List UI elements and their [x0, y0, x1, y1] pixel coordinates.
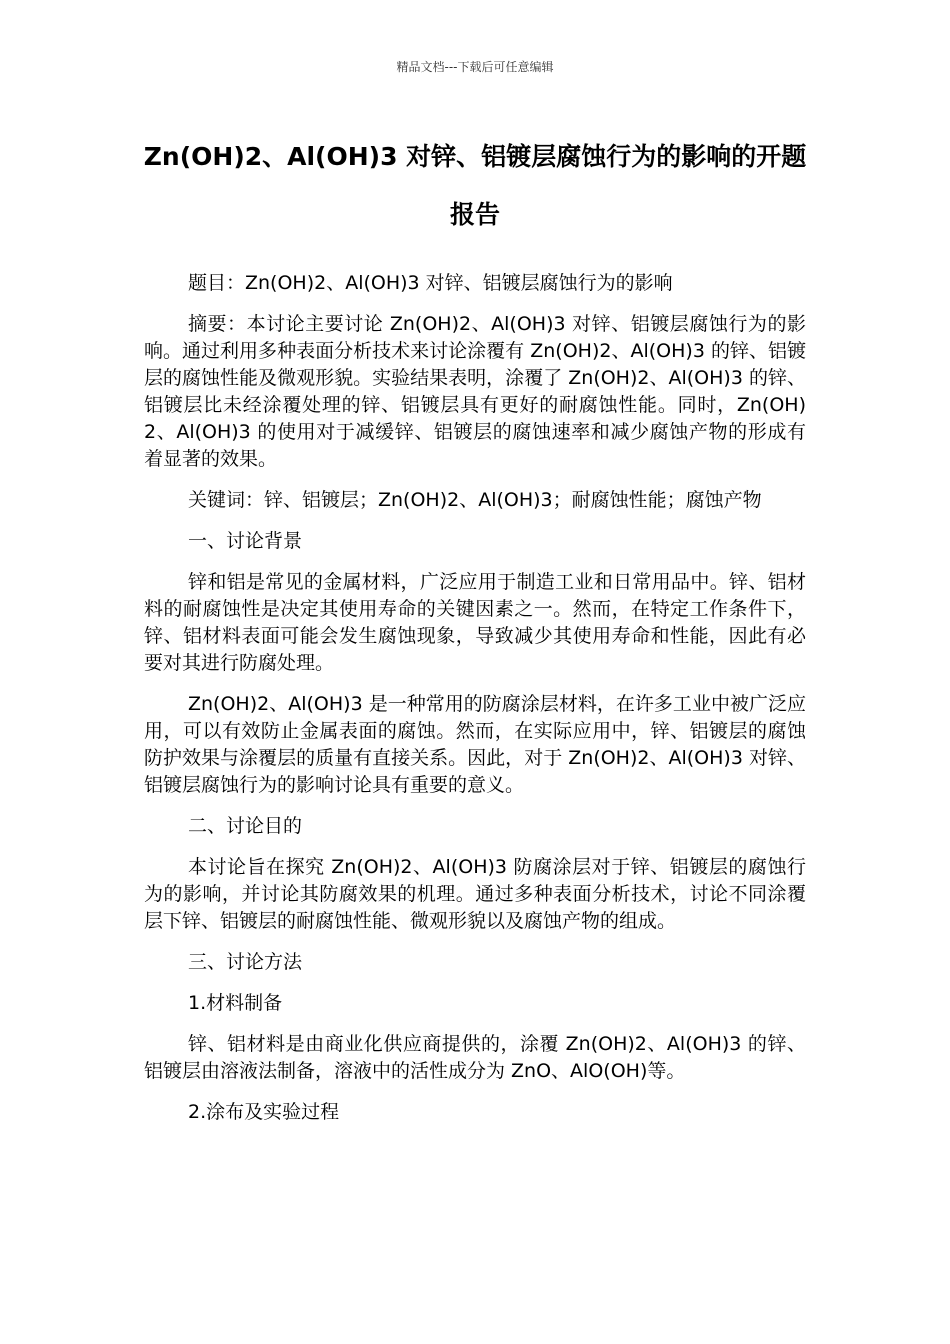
abstract-paragraph: 摘要：本讨论主要讨论 Zn(OH)2、Al(OH)3 对锌、铝镀层腐蚀行为的影响。通过利用多种表面分析技术来讨论涂覆有 Zn(OH)2、Al(OH)3 的锌、铝镀层的腐蚀性能及微观形貌。实验结果表明，涂覆了 Zn(OH)2、Al(OH)3 的锌、铝镀层比未经涂覆处理的锌、铝镀层具有更好的耐腐蚀性能。同时，Zn(OH)2、Al(OH)3 的使用对于减缓锌、铝镀层的腐蚀速率和减少腐蚀产物的形成有着显著的效果。 [144, 313, 806, 470]
topic-line: 题目：Zn(OH)2、Al(OH)3 对锌、铝镀层腐蚀行为的影响 [188, 272, 673, 294]
material-prep-paragraph: 锌、铝材料是由商业化供应商提供的，涂覆 Zn(OH)2、Al(OH)3 的锌、铝镀层由溶液法制备，溶液中的活性成分为 ZnO、AlO(OH)等。 [144, 1033, 806, 1082]
page-header: 精品文档---下载后可任意编辑 [396, 60, 554, 74]
section-heading-purpose: 二、讨论目的 [188, 815, 303, 837]
section-heading-method: 三、讨论方法 [188, 951, 303, 973]
background-paragraph-1: 锌和铝是常见的金属材料，广泛应用于制造工业和日常用品中。锌、铝材料的耐腐蚀性是决定其使用寿命的关键因素之一。然而，在特定工作条件下，锌、铝材料表面可能会发生腐蚀现象，导致减少其使用寿命和性能，因此有必要对其进行防腐处理。 [144, 571, 806, 674]
keywords-line: 关键词：锌、铝镀层；Zn(OH)2、Al(OH)3；耐腐蚀性能；腐蚀产物 [188, 489, 762, 511]
subheading-material-prep: 1.材料制备 [188, 992, 283, 1014]
background-paragraph-2: Zn(OH)2、Al(OH)3 是一种常用的防腐涂层材料，在许多工业中被广泛应用，可以有效防止金属表面的腐蚀。然而，在实际应用中，锌、铝镀层的腐蚀防护效果与涂覆层的质量有直接关系。因此，对于 Zn(OH)2、Al(OH)3 对锌、铝镀层腐蚀行为的影响讨论具有重要的意义。 [144, 693, 806, 796]
subheading-coating-experiment: 2.涂布及实验过程 [188, 1101, 340, 1123]
document-title: Zn(OH)2、Al(OH)3 对锌、铝镀层腐蚀行为的影响的开题报告 [143, 142, 807, 229]
purpose-paragraph: 本讨论旨在探究 Zn(OH)2、Al(OH)3 防腐涂层对于锌、铝镀层的腐蚀行为的影响，并讨论其防腐效果的机理。通过多种表面分析技术，讨论不同涂覆层下锌、铝镀层的耐腐蚀性能、微观形貌以及腐蚀产物的组成。 [144, 856, 806, 932]
section-heading-background: 一、讨论背景 [188, 530, 303, 552]
document-body [144, 270, 806, 1140]
